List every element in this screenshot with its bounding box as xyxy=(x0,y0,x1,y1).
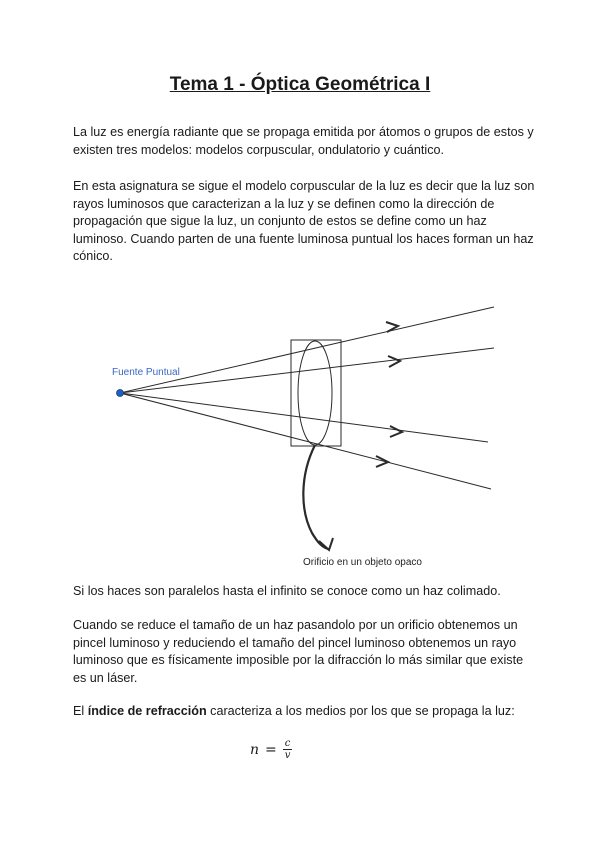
paragraph-corpuscular-model: En esta asignatura se sigue el modelo corpuscular de la luz es decir que la luz son rayos luminosos que caracterizan a la luz y se definen como la dirección de propagación que sigue la luz, un conjunto de estos se define como un haz luminoso. Cuando parten de una fuente luminosa puntual los haces forman un haz cónico. xyxy=(73,179,535,264)
formula-equals: = xyxy=(265,741,277,758)
paragraph-pencil-beam: Cuando se reduce el tamaño de un haz pasandolo por un orificio obtenemos un pincel luminoso y reduciendo el tamaño del pincel luminoso obtenemos un rayo luminoso que es físicamente imposible por la difracción lo más similar que existe es un láser. xyxy=(73,618,524,685)
page-title: Tema 1 - Óptica Geométrica I xyxy=(169,74,431,95)
aperture-label: Orificio en un objeto opaco xyxy=(303,557,422,568)
formula-lhs: n xyxy=(250,741,260,758)
formula-numerator: c xyxy=(284,738,291,749)
paragraph-refraction-index xyxy=(73,703,535,721)
arrowhead-4 xyxy=(376,456,388,467)
ray-1 xyxy=(120,307,494,393)
arrowhead-3 xyxy=(390,426,402,437)
p5-bold-term: índice de refracción xyxy=(87,704,207,718)
formula-denominator: v xyxy=(284,750,291,761)
formula-fraction xyxy=(283,738,293,761)
aperture-ellipse xyxy=(298,341,332,445)
refraction-index-formula xyxy=(250,738,292,761)
paragraph-intro: La luz es energía radiante que se propaga emitida por átomos o grupos de estos y existen tres modelos: modelos corpuscular, ondulatorio y cuántico. xyxy=(73,125,534,157)
pointer-arrowhead xyxy=(319,538,333,550)
ray-3 xyxy=(120,393,488,442)
source-label: Fuente Puntual xyxy=(112,367,180,378)
p5-prefix: El xyxy=(73,704,88,718)
paragraph-collimated: Si los haces son paralelos hasta el infinito se conoce como un haz colimado. xyxy=(73,584,501,598)
arrowhead-2 xyxy=(388,356,400,367)
p5-suffix: caracteriza a los medios por los que se propaga la luz: xyxy=(206,704,515,718)
point-source xyxy=(117,390,124,397)
pointer-arrow xyxy=(303,445,328,549)
light-beam-diagram xyxy=(100,295,500,570)
